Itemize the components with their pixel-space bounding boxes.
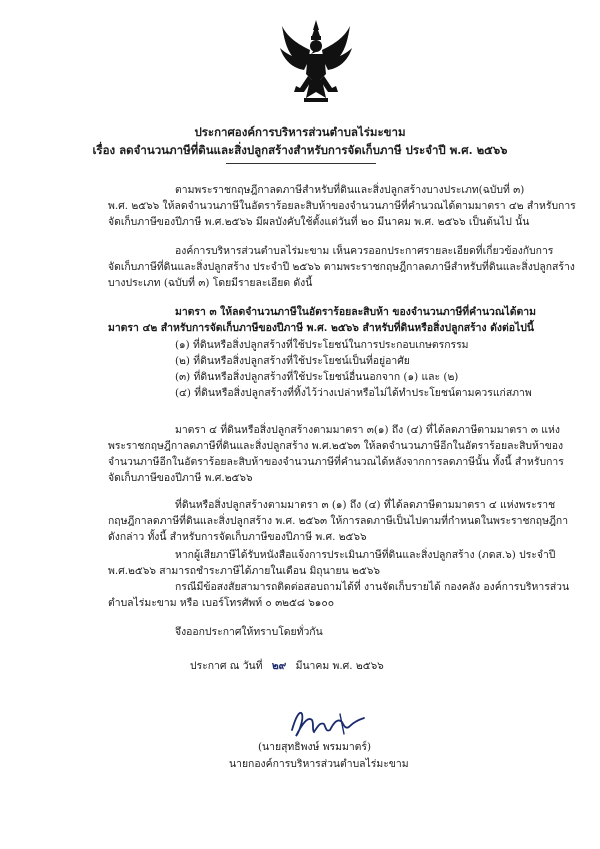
p1-line: พ.ศ. ๒๕๖๖ ให้ลดจำนวนภาษีในอัตราร้อยละสิบห้าของจำนวนภาษีที่คำนวณได้ตามมาตรา ๔๒ สำหรับการ <box>108 200 576 212</box>
announce-day: ๒๙ <box>271 660 287 672</box>
p5-line: ที่ดินหรือสิ่งปลูกสร้างตามมาตรา ๓ (๑) ถึง (๔) ที่ได้ลดภาษีตามมาตรา ๔ แห่งพระราช <box>175 499 556 511</box>
p5-line: กฤษฎีกาลดภาษีที่ดินและสิ่งปลูกสร้าง พ.ศ. ๒๕๖๓ ให้การลดภาษีเป็นไปตามที่กำหนดในพระราชกฤษฎีกา <box>108 515 569 527</box>
p2-line: บางประเภท (ฉบับที่ ๓) โดยมีรายละเอียด ดังนี้ <box>108 277 313 289</box>
garuda-emblem-icon <box>278 18 354 104</box>
list-item: (๓) ที่ดินหรือสิ่งปลูกสร้างที่ใช้ประโยชน์อื่นนอกจาก (๑) และ (๒) <box>175 371 459 383</box>
signer-position: นายกองค์การบริหารส่วนตำบลไร่มะขาม <box>229 758 409 770</box>
p4-line: จำนวนภาษีอีกในอัตราร้อยละสิบห้าของจำนวนภาษีที่คำนวณได้หลังจากการลดภาษีนั้น ทั้งนี้ สำหรับการ <box>108 456 564 468</box>
p2-line: องค์การบริหารส่วนตำบลไร่มะขาม เห็นควรออกประกาศรายละเอียดที่เกี่ยวข้องกับการ <box>175 245 554 257</box>
list-item: (๑) ที่ดินหรือสิ่งปลูกสร้างที่ใช้ประโยชน์ในการประกอบเกษตรกรรม <box>175 339 469 351</box>
closing-line: จึงออกประกาศให้ทราบโดยทั่วกัน <box>175 626 323 638</box>
list-item: (๒) ที่ดินหรือสิ่งปลูกสร้างที่ใช้ประโยชน์เป็นที่อยู่อาศัย <box>175 355 410 367</box>
p3-line: มาตรา ๔๒ สำหรับการจัดเก็บภาษีของปีภาษี พ.ศ. ๒๕๖๖ สำหรับที่ดินหรือสิ่งปลูกสร้าง ดังต่อไปนี้ <box>108 322 534 334</box>
list-item: (๔) ที่ดินหรือสิ่งปลูกสร้างที่ทิ้งไว้ว่างเปล่าหรือไม่ได้ทำประโยชน์ตามควรแก่สภาพ <box>175 387 532 399</box>
p1-line: ตามพระราชกฤษฎีกาลดภาษีสำหรับที่ดินและสิ่งปลูกสร้างบางประเภท(ฉบับที่ ๓) <box>175 184 525 196</box>
p6-line: หากผู้เสียภาษีได้รับหนังสือแจ้งการประเมินภาษีที่ดินและสิ่งปลูกสร้าง (ภดส.๖) ประจำปี <box>175 549 556 561</box>
p4-line: จัดเก็บภาษีของปีภาษี พ.ศ.๒๕๖๖ <box>108 472 253 484</box>
p7-line: กรณีมีข้อสงสัยสามารถติดต่อสอบถามได้ที่ งานจัดเก็บรายได้ กองคลัง องค์การบริหารส่วน <box>175 581 570 593</box>
p6-line: พ.ศ.๒๕๖๖ สามารถชำระภาษีได้ภายในเดือน มิถุนายน ๒๕๖๖ <box>108 565 380 577</box>
page-title: ประกาศองค์การบริหารส่วนตำบลไร่มะขาม <box>194 125 406 139</box>
signer-name: (นายสุทธิพงษ์ พรมมาตร์) <box>258 741 372 753</box>
p2-line: จัดเก็บภาษีที่ดินและสิ่งปลูกสร้าง ประจำปี ๒๕๖๖ ตามพระราชกฤษฎีกาลดภาษีสำหรับที่ดินและสิ่งปลูกสร้าง <box>108 261 575 273</box>
handwritten-signature-icon <box>288 704 368 740</box>
p3-line: มาตรา ๓ ให้ลดจำนวนภาษีในอัตราร้อยละสิบห้า ของจำนวนภาษีที่คำนวณได้ตาม <box>175 306 536 318</box>
announce-prefix: ประกาศ ณ วันที่ <box>190 660 263 672</box>
p1-line: จัดเก็บภาษีของปีภาษี พ.ศ.๒๕๖๖ มีผลบังคับใช้ตั้งแต่วันที่ ๒๐ มีนาคม พ.ศ. ๒๕๖๖ เป็นต้นไป นั้น <box>108 216 530 228</box>
p4-line: พระราชกฤษฎีกาลดภาษีที่ดินและสิ่งปลูกสร้าง พ.ศ.๒๕๖๓ ให้ลดจำนวนภาษีอีกในอัตราร้อยละสิบห้าของ <box>108 440 564 452</box>
p7-line: ตำบลไร่มะขาม หรือ เบอร์โทรศัพท์ ๐ ๓๒๕๘ ๖๑๐๐ <box>108 597 335 609</box>
subject-line: เรื่อง ลดจำนวนภาษีที่ดินและสิ่งปลูกสร้างสำหรับการจัดเก็บภาษี ประจำปี พ.ศ. ๒๕๖๖ <box>92 143 508 157</box>
announce-suffix: มีนาคม พ.ศ. ๒๕๖๖ <box>295 660 384 672</box>
announce-date <box>190 659 384 673</box>
p4-line: มาตรา ๔ ที่ดินหรือสิ่งปลูกสร้างตามมาตรา ๓(๑) ถึง (๔) ที่ได้ลดภาษีตามมาตรา ๓ แห่ง <box>175 424 560 436</box>
divider <box>226 163 376 164</box>
p5-line: ดังกล่าว ทั้งนี้ สำหรับการจัดเก็บภาษีของปีภาษี พ.ศ. ๒๕๖๖ <box>108 531 367 543</box>
